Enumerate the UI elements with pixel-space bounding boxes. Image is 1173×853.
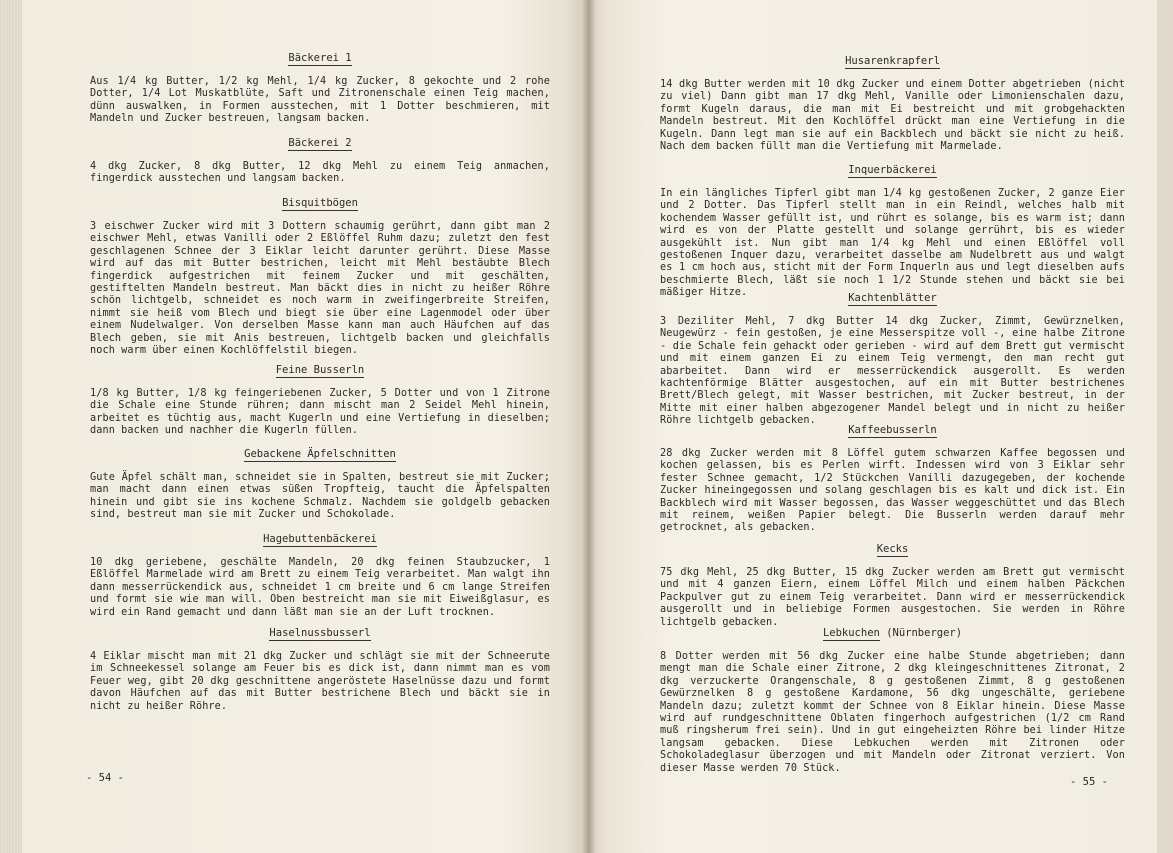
recipe-text: Gute Äpfel schält man, schneidet sie in Spalten, bestreut sie mit Zucker; man macht dann einen etwas süßen Tropfteig, taucht die Äpfelspalten hinein und gibt sie ins kochene Schmalz. Nachdem sie goldgelb gebacken sind, bestreut man sie mit Zucker und Schokolade. (90, 472, 550, 521)
recipe-lebkuchen (660, 627, 1125, 775)
book-spine (582, 0, 596, 853)
recipe-kaffeebusserln (660, 424, 1125, 535)
recipe-title: Lebkuchen (822, 627, 880, 639)
recipe-baeckerei-2 (90, 137, 550, 186)
recipe-title: Feine Busserln (275, 364, 365, 376)
recipe-feine-busserln (90, 364, 550, 438)
page-number-right: - 55 - (1070, 776, 1108, 788)
recipe-text: 1/8 kg Butter, 1/8 kg feingeriebenen Zucker, 5 Dotter und von 1 Zitrone die Schale eine Stunde rühren; dann mischt man 2 Seidel Mehl hinein, arbeitet es tüchtig aus, macht Kugerln und eine Vertiefung in dieselben; dann backen und nachher die Kugerln füllen. (90, 388, 550, 437)
recipe-title: Gebackene Äpfelschnitten (244, 448, 396, 460)
recipe-subtitle: (Nürnberger) (886, 627, 963, 639)
recipe-text: 10 dkg geriebene, geschälte Mandeln, 20 dkg feinen Staubzucker, 1 Eßlöffel Marmelade wird am Brett zu einem Teig verarbeitet. Man walgt ihn dann messerrückendick aus, schneidet 1 cm breite und 6 cm lange Streifen und formt sie wie man will. Oben bestreicht man sie mit Eiweißglasur, es wird ein Rand gemacht und dann läßt man sie an der Luft trocknen. (90, 557, 550, 618)
recipe-inquerbaeckerei (660, 164, 1125, 300)
recipe-text: Aus 1/4 kg Butter, 1/2 kg Mehl, 1/4 kg Zucker, 8 gekochte und 2 rohe Dotter, 1/4 Lot Muskatblüte, Saft und Zitronenschale einen Teig machen, dünn auswalken, in Formen ausstechen, mit 1 Dotter beschmieren, mit Mandeln und Zucker bestreuen, langsam backen. (90, 76, 550, 125)
page-edges-right (1157, 0, 1173, 853)
recipe-title: Husarenkrapferl (845, 55, 940, 67)
recipe-title: Inquerbäckerei (848, 164, 937, 176)
recipe-title: Bäckerei 2 (288, 137, 352, 149)
recipe-bisquitboegen (90, 197, 550, 357)
recipe-title: Bäckerei 1 (288, 52, 352, 64)
recipe-text: 8 Dotter werden mit 56 dkg Zucker eine halbe Stunde abgetrieben; dann mengt man die Schale einer Zitrone, 2 dkg kleingeschnittenes Zitronat, 2 dkg verzuckerte Orangenschale, 8 g gestoßenen Zimmt, 8 g gestoßenen Gewürznelken 8 g gestoßene Kardamone, 56 dkg ungeschälte, geriebene Mandeln dazu; zuletzt kommt der Schnee von 8 Eiklar hinein. Diese Masse wird auf rundgeschnittene Oblaten fingerhoch aufgestrichen (1/2 cm Rand muß ringsherum frei sein). Und in gut eingeheizten Röhre bei linder Hitze langsam gebacken. Diese Lebkuchen werden mit Zitronen oder Schokoladeglasur überzogen und mit Mandeln oder Zitronat verziert. Von dieser Masse werden 70 Stück. (660, 651, 1125, 774)
recipe-text: 4 Eiklar mischt man mit 21 dkg Zucker und schlägt sie mit der Schneerute im Schneekessel solange am Feuer bis es dick ist, dann nimmt man es vom Feuer weg, gibt 20 dkg geschnittene angeröstete Haselnüsse dazu und formt davon Häufchen auf das mit Butter bestrichene Blech und bäckt sie in nicht zu heißer Röhre. (90, 651, 550, 712)
recipe-text: 3 eischwer Zucker wird mit 3 Dottern schaumig gerührt, dann gibt man 2 eischwer Mehl, etwas Vanilli oder 2 Eßlöffel Ruhm dazu; zuletzt den fest geschlagenen Schnee der 3 Eiklar leicht darunter gerührt. Diese Masse wird auf das mit Butter bestrichen, leicht mit Mehl bestäubte Blech fingerdick aufgestrichen mit feinem Zucker und mit geschälten, gestiftelten Mandeln bestreut. Man bäckt dies in nicht zu heißer Röhre schön lichtgelb, schneidet es noch warm in zweifingerbreite Streifen, nimmt sie heiß vom Blech und biegt sie über eine Lagenmodel oder über einem Nudelwalger. Von derselben Masse kann man auch Häufchen auf das Blech geben, sie mit Anis bestreuen, lichtgelb backen und gleichfalls noch warm über einen Kochlöffelstil biegen. (90, 221, 550, 357)
recipe-text: 3 Deziliter Mehl, 7 dkg Butter 14 dkg Zucker, Zimmt, Gewürznelken, Neugewürz - fein gestoßen, je eine Messerspitze voll -, eine halbe Zitrone - die Schale fein gehackt oder gerieben - wird auf dem Brett gut vermischt und mit einem ganzen Ei zu einem Teig vermengt, den man recht gut abarbeitet. Dann wird er messerrückendick ausgerollt. Es werden kachtenförmige Blätter ausgestochen, auf ein mit Butter bestrichenes Brett/Blech gelegt, mit Wasser bestrichen, mit Zucker bestreut, in der Mitte mit einer halben abgezogener Mandel belegt und in nicht zu heißer Röhre lichtgelb gebacken. (660, 316, 1125, 427)
recipe-title: Haselnussbusserl (269, 627, 371, 639)
recipe-title: Kachtenblätter (848, 292, 937, 304)
recipe-kachtenblaetter (660, 292, 1125, 428)
recipe-kecks (660, 543, 1125, 629)
recipe-title: Hagebuttenbäckerei (263, 533, 377, 545)
recipe-text: In ein längliches Tipferl gibt man 1/4 kg gestoßenen Zucker, 2 ganze Eier und 2 Dotter. Das Tipferl stellt man in ein Reindl, welches halb mit kochendem Wasser gefüllt ist, und rührt es solange, bis es warm ist; dann wird es von der Platte gestellt und solange gerrührt, bis es wieder ausgekühlt ist. Nun gibt man 1/4 kg Mehl und einen Eßlöffel voll gestoßenen Inquer dazu, verarbeitet dasselbe am Nudelbrett aus und walgt es 1 cm hoch aus, sticht mit der Form Inquerln aus und legt dieselben aufs beschmierte Blech, läßt sie noch 1 1/2 Stunde stehen und bäckt sie bei mäßiger Hitze. (660, 188, 1125, 299)
recipe-haselnussbusserl (90, 627, 550, 713)
recipe-title: Kaffeebusserln (848, 424, 937, 436)
recipe-baeckerei-1 (90, 52, 550, 126)
recipe-text: 14 dkg Butter werden mit 10 dkg Zucker und einem Dotter abgetrieben (nicht zu viel) Dann gibt man 17 dkg Mehl, Vanille oder Limonienschalen dazu, formt Kugeln daraus, die man mit Ei bestreicht und mit grobgehackten Mandeln bestreut. Mit den Kochlöffel drückt man eine Vertiefung in die Kugeln. Dann legt man sie auf ein Backblech und bäckt sie nicht zu heiß. Nach dem backen füllt man die Vertiefung mit Marmelade. (660, 79, 1125, 153)
page-edges-left (0, 0, 22, 853)
recipe-text: 28 dkg Zucker werden mit 8 Löffel gutem schwarzen Kaffee begossen und kochen gelassen, bis es Perlen wirft. Indessen wird von 3 Eiklar sehr fester Schnee gemacht, 1/2 Stückchen Vanilli dazugegeben, der kochende Zucker hineingegossen und solang geschlagen bis es kalt und dick ist. Ein Backblech wird mit Wasser begossen, das Wasser weggeschüttet und das Blech mit reinem, weißen Papier belegt. Die Busserln werden darauf mehr getrocknet, als gebacken. (660, 448, 1125, 534)
recipe-title: Kecks (876, 543, 909, 555)
recipe-title: Bisquitbögen (282, 197, 358, 209)
recipe-gebackene-aepfelschnitten (90, 448, 550, 522)
recipe-hagebuttenbaeckerei (90, 533, 550, 619)
recipe-text: 4 dkg Zucker, 8 dkg Butter, 12 dkg Mehl zu einem Teig anmachen, fingerdick ausstechen und langsam backen. (90, 161, 550, 185)
page-number-left: - 54 - (86, 772, 124, 784)
recipe-husarenkrapferl (660, 55, 1125, 153)
recipe-text: 75 dkg Mehl, 25 dkg Butter, 15 dkg Zucker werden am Brett gut vermischt und mit 4 ganzen Eiern, einem Löffel Milch und einem halben Päckchen Packpulver gut zu einem Teig verarbeitet. Dann wird er messerrückendick ausgerollt und in beliebige Formen ausgestochen. Sie werden in Röhre lichtgelb gebacken. (660, 567, 1125, 628)
